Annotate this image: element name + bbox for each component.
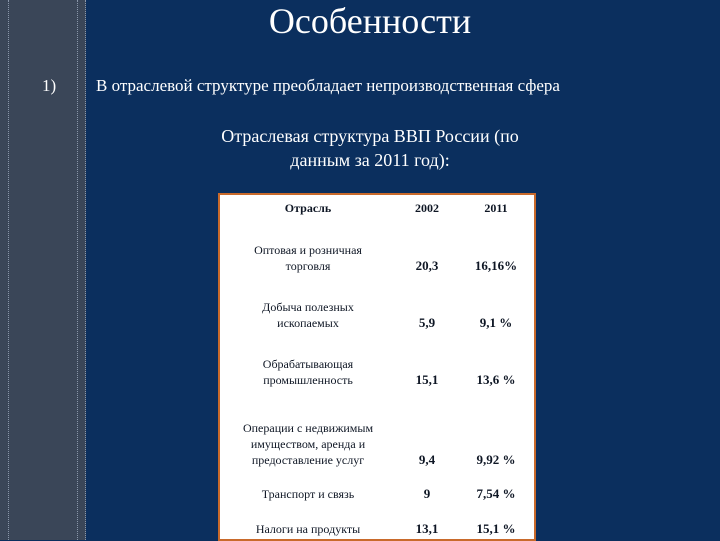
industry-name bbox=[219, 504, 396, 540]
industry-name-line: торговля bbox=[285, 259, 331, 273]
table-row bbox=[219, 504, 535, 540]
header-year-2002: 2002 bbox=[396, 194, 458, 221]
value-2011: 9,1 % bbox=[458, 276, 535, 333]
slide-title: Особенности bbox=[268, 1, 472, 41]
value-2002: 20,3 bbox=[396, 221, 458, 276]
industry-name-line: промышленность bbox=[263, 373, 353, 387]
industry-name-line: Операции с недвижимым bbox=[242, 421, 374, 435]
table-row bbox=[219, 333, 535, 390]
industry-name-line: ископаемых bbox=[277, 316, 339, 330]
industry-name-line: Добыча полезных bbox=[262, 300, 354, 314]
value-2002: 15,1 bbox=[396, 333, 458, 390]
table-caption-line-1: Отраслевая структура ВВП России (по bbox=[221, 126, 519, 146]
industry-name bbox=[219, 333, 396, 390]
header-year-2011: 2011 bbox=[458, 194, 535, 221]
value-2002: 13,1 bbox=[396, 504, 458, 540]
value-2011: 15,1 % bbox=[458, 504, 535, 540]
table-row bbox=[219, 221, 535, 276]
table-row bbox=[219, 276, 535, 333]
industry-name-line: предоставление услуг bbox=[251, 453, 365, 467]
industry-name bbox=[219, 221, 396, 276]
industry-name-line: Налоги на продукты bbox=[255, 522, 361, 536]
industry-name bbox=[219, 276, 396, 333]
table-caption-line-2: данным за 2011 год): bbox=[290, 150, 450, 170]
value-2002: 5,9 bbox=[396, 276, 458, 333]
industry-name-line: Транспорт и связь bbox=[261, 487, 355, 501]
industry-name bbox=[219, 390, 396, 470]
value-2002: 9,4 bbox=[396, 390, 458, 470]
header-industry: Отрасль bbox=[219, 194, 396, 221]
table-row bbox=[219, 470, 535, 504]
value-2002: 9 bbox=[396, 470, 458, 504]
value-2011: 13,6 % bbox=[458, 333, 535, 390]
industry-name-line: Обрабатывающая bbox=[262, 357, 354, 371]
list-item-text: В отраслевой структуре преобладает непроизводственная сфера bbox=[96, 76, 560, 95]
value-2011: 16,16% bbox=[458, 221, 535, 276]
list-item-number: 1) bbox=[42, 76, 57, 95]
value-2011: 9,92 % bbox=[458, 390, 535, 470]
value-2011: 7,54 % bbox=[458, 470, 535, 504]
industry-name-line: имуществом, аренда и bbox=[250, 437, 366, 451]
table-header-row bbox=[219, 194, 535, 221]
industry-name-line: Оптовая и розничная bbox=[254, 243, 362, 257]
table-row bbox=[219, 390, 535, 470]
table-caption bbox=[180, 124, 560, 172]
gdp-structure-table bbox=[218, 193, 536, 541]
industry-name bbox=[219, 470, 396, 504]
